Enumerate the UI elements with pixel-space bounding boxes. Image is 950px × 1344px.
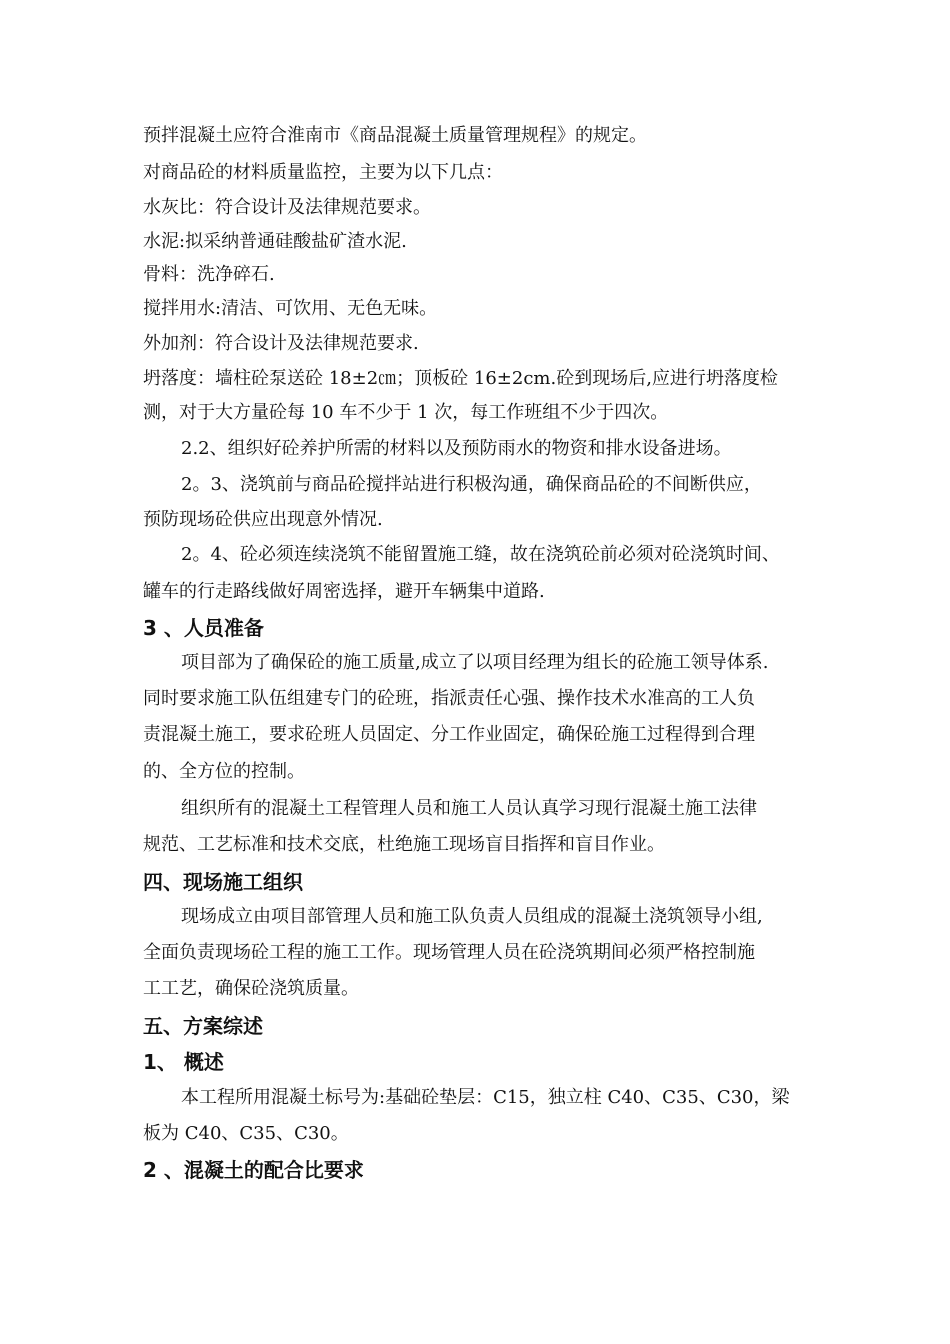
subsection-heading: 2 、混凝土的配合比要求: [143, 1158, 364, 1182]
paragraph-line: 项目部为了确保砼的施工质量,成立了以项目经理为组长的砼施工领导体系.: [181, 652, 769, 673]
paragraph-line: 骨料：洗净碎石.: [143, 264, 275, 285]
section-heading: 五、方案综述: [143, 1014, 263, 1038]
paragraph-line: 责混凝土施工，要求砼班人员固定、分工作业固定，确保砼施工过程得到合理: [143, 724, 755, 745]
paragraph-line: 现场成立由项目部管理人员和施工队负责人员组成的混凝土浇筑领导小组,: [181, 906, 763, 927]
paragraph-line: 预防现场砼供应出现意外情况.: [143, 509, 383, 530]
paragraph-line: 2。3、浇筑前与商品砼搅拌站进行积极沟通，确保商品砼的不间断供应，: [181, 474, 762, 495]
paragraph-line: 水灰比：符合设计及法律规范要求。: [143, 197, 431, 218]
paragraph-line: 对商品砼的材料质量监控，主要为以下几点：: [143, 162, 503, 183]
paragraph-line: 罐车的行走路线做好周密选择，避开车辆集中道路.: [143, 581, 545, 602]
paragraph-line: 同时要求施工队伍组建专门的砼班，指派责任心强、操作技术水准高的工人负: [143, 688, 755, 709]
paragraph-line: 的、全方位的控制。: [143, 761, 305, 782]
paragraph-line: 坍落度：墙柱砼泵送砼 18±2㎝；顶板砼 16±2cm.砼到现场后,应进行坍落度检: [143, 368, 778, 389]
paragraph-line: 2。4、砼必须连续浇筑不能留置施工缝，故在浇筑砼前必须对砼浇筑时间、: [181, 544, 780, 565]
subsection-heading: 1、 概述: [143, 1050, 224, 1074]
paragraph-line: 水泥:拟采纳普通硅酸盐矿渣水泥.: [143, 231, 407, 252]
paragraph-line: 全面负责现场砼工程的施工工作。现场管理人员在砼浇筑期间必须严格控制施: [143, 942, 755, 963]
paragraph-line: 板为 C40、C35、C30。: [143, 1123, 349, 1144]
paragraph-line: 测，对于大方量砼每 10 车不少于 1 次，每工作班组不少于四次。: [143, 402, 669, 423]
section-heading: 四、现场施工组织: [143, 870, 303, 894]
paragraph-line: 2.2、组织好砼养护所需的材料以及预防雨水的物资和排水设备进场。: [181, 438, 732, 459]
section-heading: 3 、人员准备: [143, 616, 264, 640]
paragraph-line: 预拌混凝土应符合淮南市《商品混凝土质量管理规程》的规定。: [143, 125, 647, 146]
paragraph-line: 外加剂：符合设计及法律规范要求.: [143, 333, 419, 354]
paragraph-line: 搅拌用水:清洁、可饮用、无色无味。: [143, 298, 438, 319]
paragraph-line: 工工艺，确保砼浇筑质量。: [143, 978, 359, 999]
paragraph-line: 规范、工艺标准和技术交底，杜绝施工现场盲目指挥和盲目作业。: [143, 834, 665, 855]
paragraph-line: 本工程所用混凝土标号为:基础砼垫层：C15，独立柱 C40、C35、C30，梁: [181, 1087, 790, 1108]
paragraph-line: 组织所有的混凝土工程管理人员和施工人员认真学习现行混凝土施工法律: [181, 798, 757, 819]
